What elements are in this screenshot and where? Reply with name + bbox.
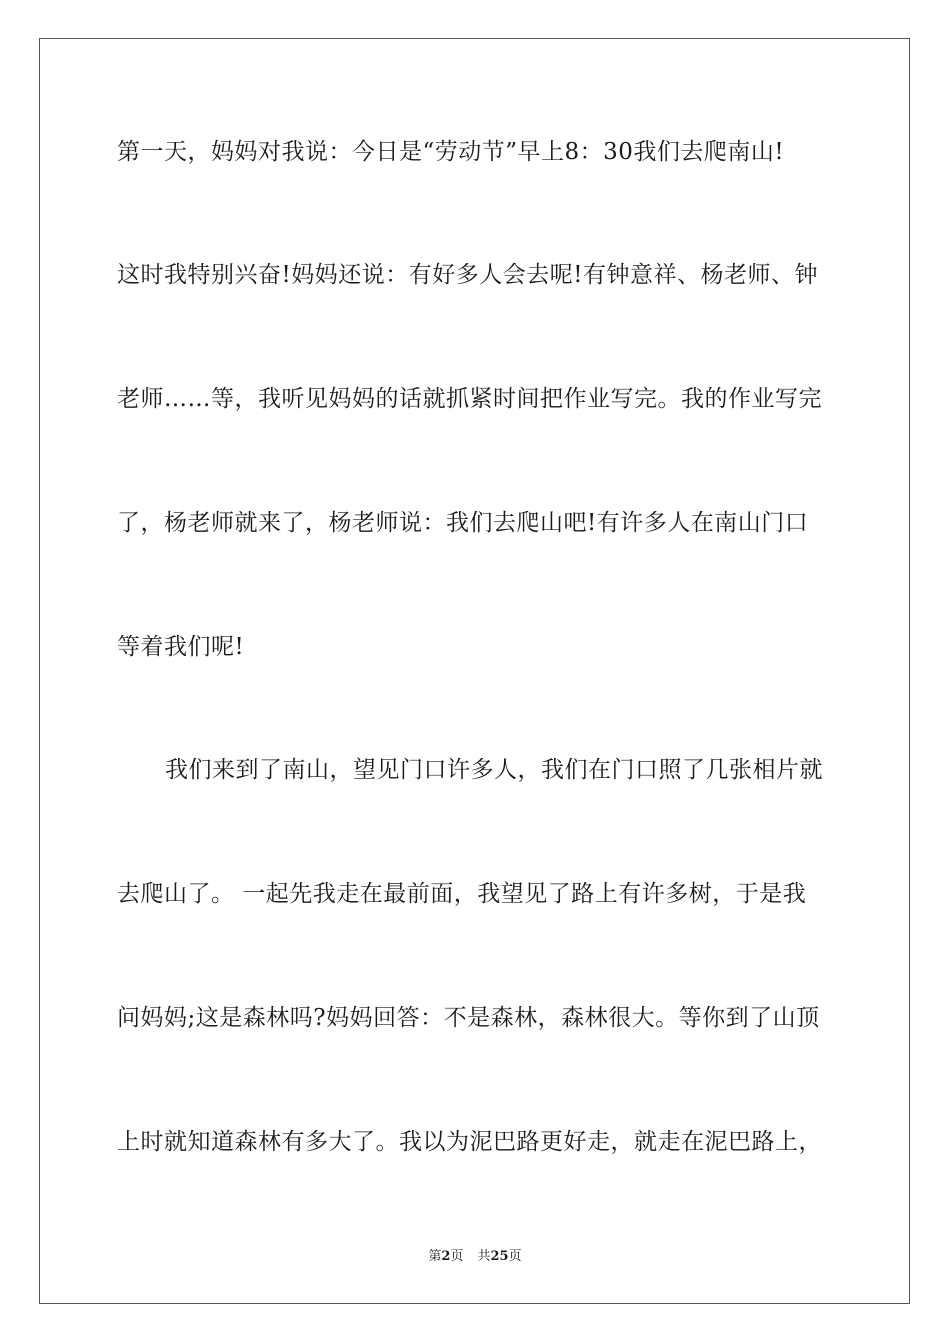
text-line-1: 第一天，妈妈对我说：今日是“劳动节”早上8：30我们去爬南山!	[117, 139, 785, 165]
page-suffix: 页	[450, 1249, 464, 1264]
total-suffix: 页	[508, 1249, 522, 1264]
text-line-7: 去爬山了。 一起先我走在最前面，我望见了路上有许多树，于是我	[117, 881, 807, 907]
page-footer	[0, 1248, 950, 1266]
text-line-4: 了，杨老师就来了，杨老师说：我们去爬山吧!有许多人在南山门口	[117, 510, 809, 536]
page-total: 25	[490, 1249, 509, 1264]
text-line-8: 问妈妈;这是森林吗?妈妈回答：不是森林，森林很大。等你到了山顶	[117, 1005, 820, 1031]
text-line-9: 上时就知道森林有多大了。我以为泥巴路更好走，就走在泥巴路上，	[117, 1129, 822, 1155]
text-line-6: 我们来到了南山，望见门口许多人，我们在门口照了几张相片就	[165, 757, 823, 783]
total-prefix: 共	[477, 1249, 491, 1264]
page-border	[39, 38, 910, 1304]
text-line-2: 这时我特别兴奋!妈妈还说：有好多人会去呢!有钟意祥、杨老师、钟	[117, 262, 818, 288]
text-line-3: 老师……等，我听见妈妈的话就抓紧时间把作业写完。我的作业写完	[117, 386, 822, 412]
page-current: 2	[441, 1249, 451, 1264]
text-line-5: 等着我们呢!	[117, 634, 245, 660]
page-prefix: 第	[428, 1249, 442, 1264]
